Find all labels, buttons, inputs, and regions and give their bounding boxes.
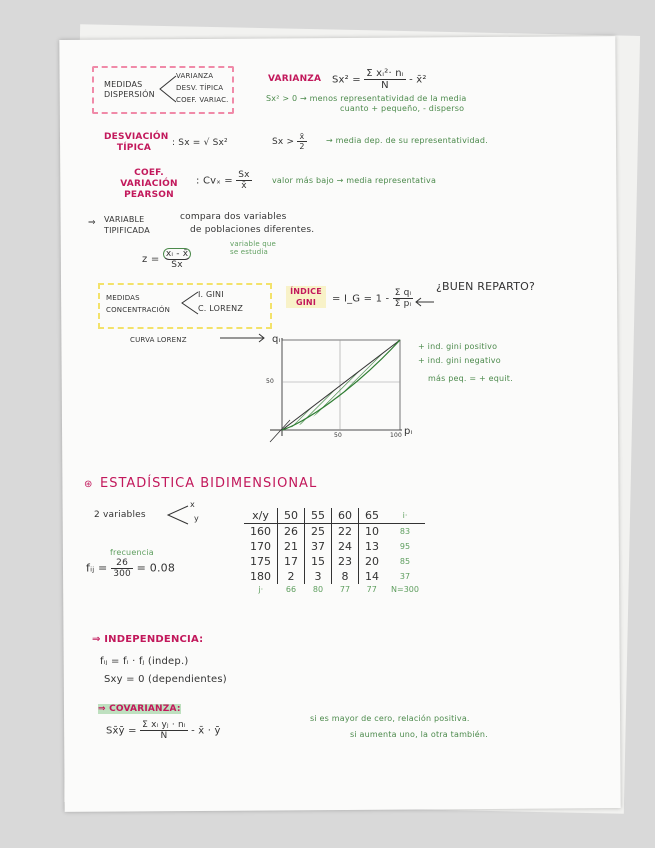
- table-cell: 170: [250, 540, 271, 553]
- table-cell: 8: [332, 569, 359, 584]
- table-cell: 95: [399, 542, 411, 551]
- concentracion-label: MEDIDAS CONCENTRACIÓN: [106, 294, 171, 314]
- concentracion-item-gini: I. GINI: [198, 290, 224, 299]
- table-footer-cell: N=300: [391, 585, 419, 594]
- tipificada-desc-2: de poblaciones diferentes.: [190, 225, 315, 235]
- desviacion-title: DESVIACIÓN TÍPICA: [104, 132, 169, 153]
- table-cell: 25: [305, 524, 332, 540]
- dispersion-label: MEDIDAS DISPERSIÓN: [104, 80, 155, 99]
- covarianza-title: ⇒ COVARIANZA:: [98, 704, 181, 714]
- table-cell: 3: [305, 569, 332, 584]
- table-row: [244, 569, 425, 584]
- dispersion-brace: [158, 74, 178, 104]
- table-cell: 83: [399, 527, 411, 536]
- table-cell: 160: [250, 525, 271, 538]
- bidimensional-vars-label: 2 variables: [94, 510, 146, 520]
- coef-variacion-formula: : Cvₓ = $\frac{Sx}{x̄}$: [196, 170, 250, 191]
- table-cell: 15: [305, 554, 332, 569]
- table-header-row: [244, 508, 425, 524]
- desviacion-formula: : Sx = √ Sx²: [172, 138, 228, 148]
- lorenz-chart: [262, 332, 412, 448]
- gini-question: ¿BUEN REPARTO?: [436, 280, 536, 293]
- coef-variacion-title: COEF. VARIACIÓN PEARSON: [120, 168, 178, 200]
- table-cell: 85: [399, 557, 411, 566]
- table-header-cell: 60: [332, 508, 359, 524]
- table-footer-cell: 77: [339, 585, 351, 594]
- bidimensional-bullet-icon: ⊛: [84, 479, 93, 490]
- lorenz-origin-mark: [270, 420, 290, 442]
- tipificada-title: VARIABLE TIPIFICADA: [104, 215, 150, 235]
- table-header-cell: i·: [385, 508, 425, 524]
- table-header-cell: 50: [278, 508, 305, 524]
- gini-title: ÍNDICE GINI: [286, 286, 326, 308]
- lorenz-x-tick-end: 100: [390, 432, 403, 439]
- table-cell: 10: [359, 524, 386, 540]
- covarianza-note-2: si aumenta uno, la otra también.: [350, 730, 488, 739]
- independencia-line-1: fᵢⱼ = fᵢ · fⱼ (indep.): [100, 656, 189, 667]
- lorenz-x-label: pᵢ: [404, 426, 413, 437]
- varianza-title: VARIANZA: [268, 74, 322, 84]
- coef-variacion-note: valor más bajo → media representativa: [272, 176, 437, 185]
- concentracion-brace: [180, 290, 200, 316]
- table-cell: 175: [250, 555, 271, 568]
- lorenz-curve-label: CURVA LORENZ: [130, 336, 187, 344]
- tipificada-arrow: ⇒: [88, 218, 96, 228]
- table-cell: 37: [305, 539, 332, 554]
- gini-formula: = I_G = 1 - $\frac{\text{Σ qᵢ}}{\text{Σ pᵢ}}$: [332, 288, 412, 309]
- table-row: [244, 554, 425, 569]
- bidimensional-title: ESTADÍSTICA BIDIMENSIONAL: [100, 476, 318, 491]
- frequency-table: [244, 508, 425, 595]
- desviacion-note: → media dep. de su representatividad.: [326, 136, 488, 145]
- covarianza-note-1: si es mayor de cero, relación positiva.: [310, 714, 470, 723]
- varianza-note-2: cuanto + pequeño, - disperso: [340, 104, 465, 113]
- table-cell: 20: [359, 554, 386, 569]
- lorenz-x-tick-mid: 50: [334, 432, 343, 439]
- table-footer-cell: 77: [366, 585, 377, 594]
- independencia-title: ⇒ INDEPENDENCIA:: [92, 634, 204, 645]
- dispersion-item-coef: COEF. VARIAC.: [176, 96, 229, 104]
- table-row: [244, 524, 425, 540]
- covarianza-formula: Sx̄ȳ = $\frac{\text{Σ xᵢ yⱼ · nᵢ}}{N}$ - x̄ · ȳ: [106, 720, 221, 741]
- lorenz-y-tick: 50: [266, 378, 275, 385]
- table-footer-cell: j·: [258, 585, 264, 594]
- lorenz-note-1: + ind. gini positivo: [418, 342, 498, 351]
- varianza-note-1: Sx² > 0 → menos representatividad de la media: [266, 94, 467, 103]
- table-header-cell: 65: [359, 508, 386, 524]
- table-footer-cell: 80: [312, 585, 324, 594]
- table-cell: 13: [359, 539, 386, 554]
- desviacion-condition: Sx > $\frac{x̄}{2}$: [272, 132, 305, 151]
- lorenz-note-3: más peq. = + equit.: [428, 374, 513, 383]
- tipificada-desc-1: compara dos variables: [180, 212, 287, 222]
- dispersion-item-varianza: VARIANZA: [176, 72, 214, 80]
- table-header-cell: x/y: [244, 508, 278, 524]
- table-cell: 17: [278, 554, 305, 569]
- lorenz-y-label: qᵢ: [272, 334, 281, 345]
- table-cell: 2: [278, 569, 305, 584]
- table-cell: 21: [278, 539, 305, 554]
- lorenz-equality-line: [282, 340, 400, 430]
- tipificada-z-formula: z = $\frac{\text{xᵢ - x̄}}{Sx}$: [142, 248, 191, 270]
- table-footer-row: [244, 584, 425, 595]
- table-cell: 26: [278, 524, 305, 540]
- lorenz-label-arrow: [218, 332, 268, 344]
- bidimensional-vars-brace: [166, 504, 190, 526]
- frecuencia-formula: fᵢⱼ = $\frac{26}{300}$ = 0.08: [86, 558, 176, 579]
- bidimensional-var-x: x: [190, 500, 195, 509]
- table-cell: 24: [332, 539, 359, 554]
- frecuencia-label: frecuencia: [110, 548, 154, 557]
- table-cell: 23: [332, 554, 359, 569]
- table-cell: 22: [332, 524, 359, 540]
- table-row: [244, 539, 425, 554]
- independencia-line-2: Sxy = 0 (dependientes): [104, 674, 227, 685]
- concentracion-item-lorenz: C. LORENZ: [198, 304, 244, 313]
- table-footer-cell: 66: [285, 585, 297, 594]
- table-cell: 180: [250, 570, 271, 583]
- dispersion-item-desv: DESV. TÍPICA: [176, 84, 224, 92]
- table-cell: 14: [359, 569, 386, 584]
- table-header-cell: 55: [305, 508, 332, 524]
- lorenz-note-2: + ind. gini negativo: [418, 356, 501, 365]
- bidimensional-var-y: y: [194, 514, 199, 523]
- tipificada-z-note: variable que se estudia: [230, 240, 277, 256]
- varianza-formula: Sx² = $\frac{\text{Σ xᵢ²· nᵢ}}{N}$ - x̄²: [332, 68, 427, 91]
- table-cell: 37: [399, 572, 411, 581]
- gini-arrow: [414, 296, 436, 308]
